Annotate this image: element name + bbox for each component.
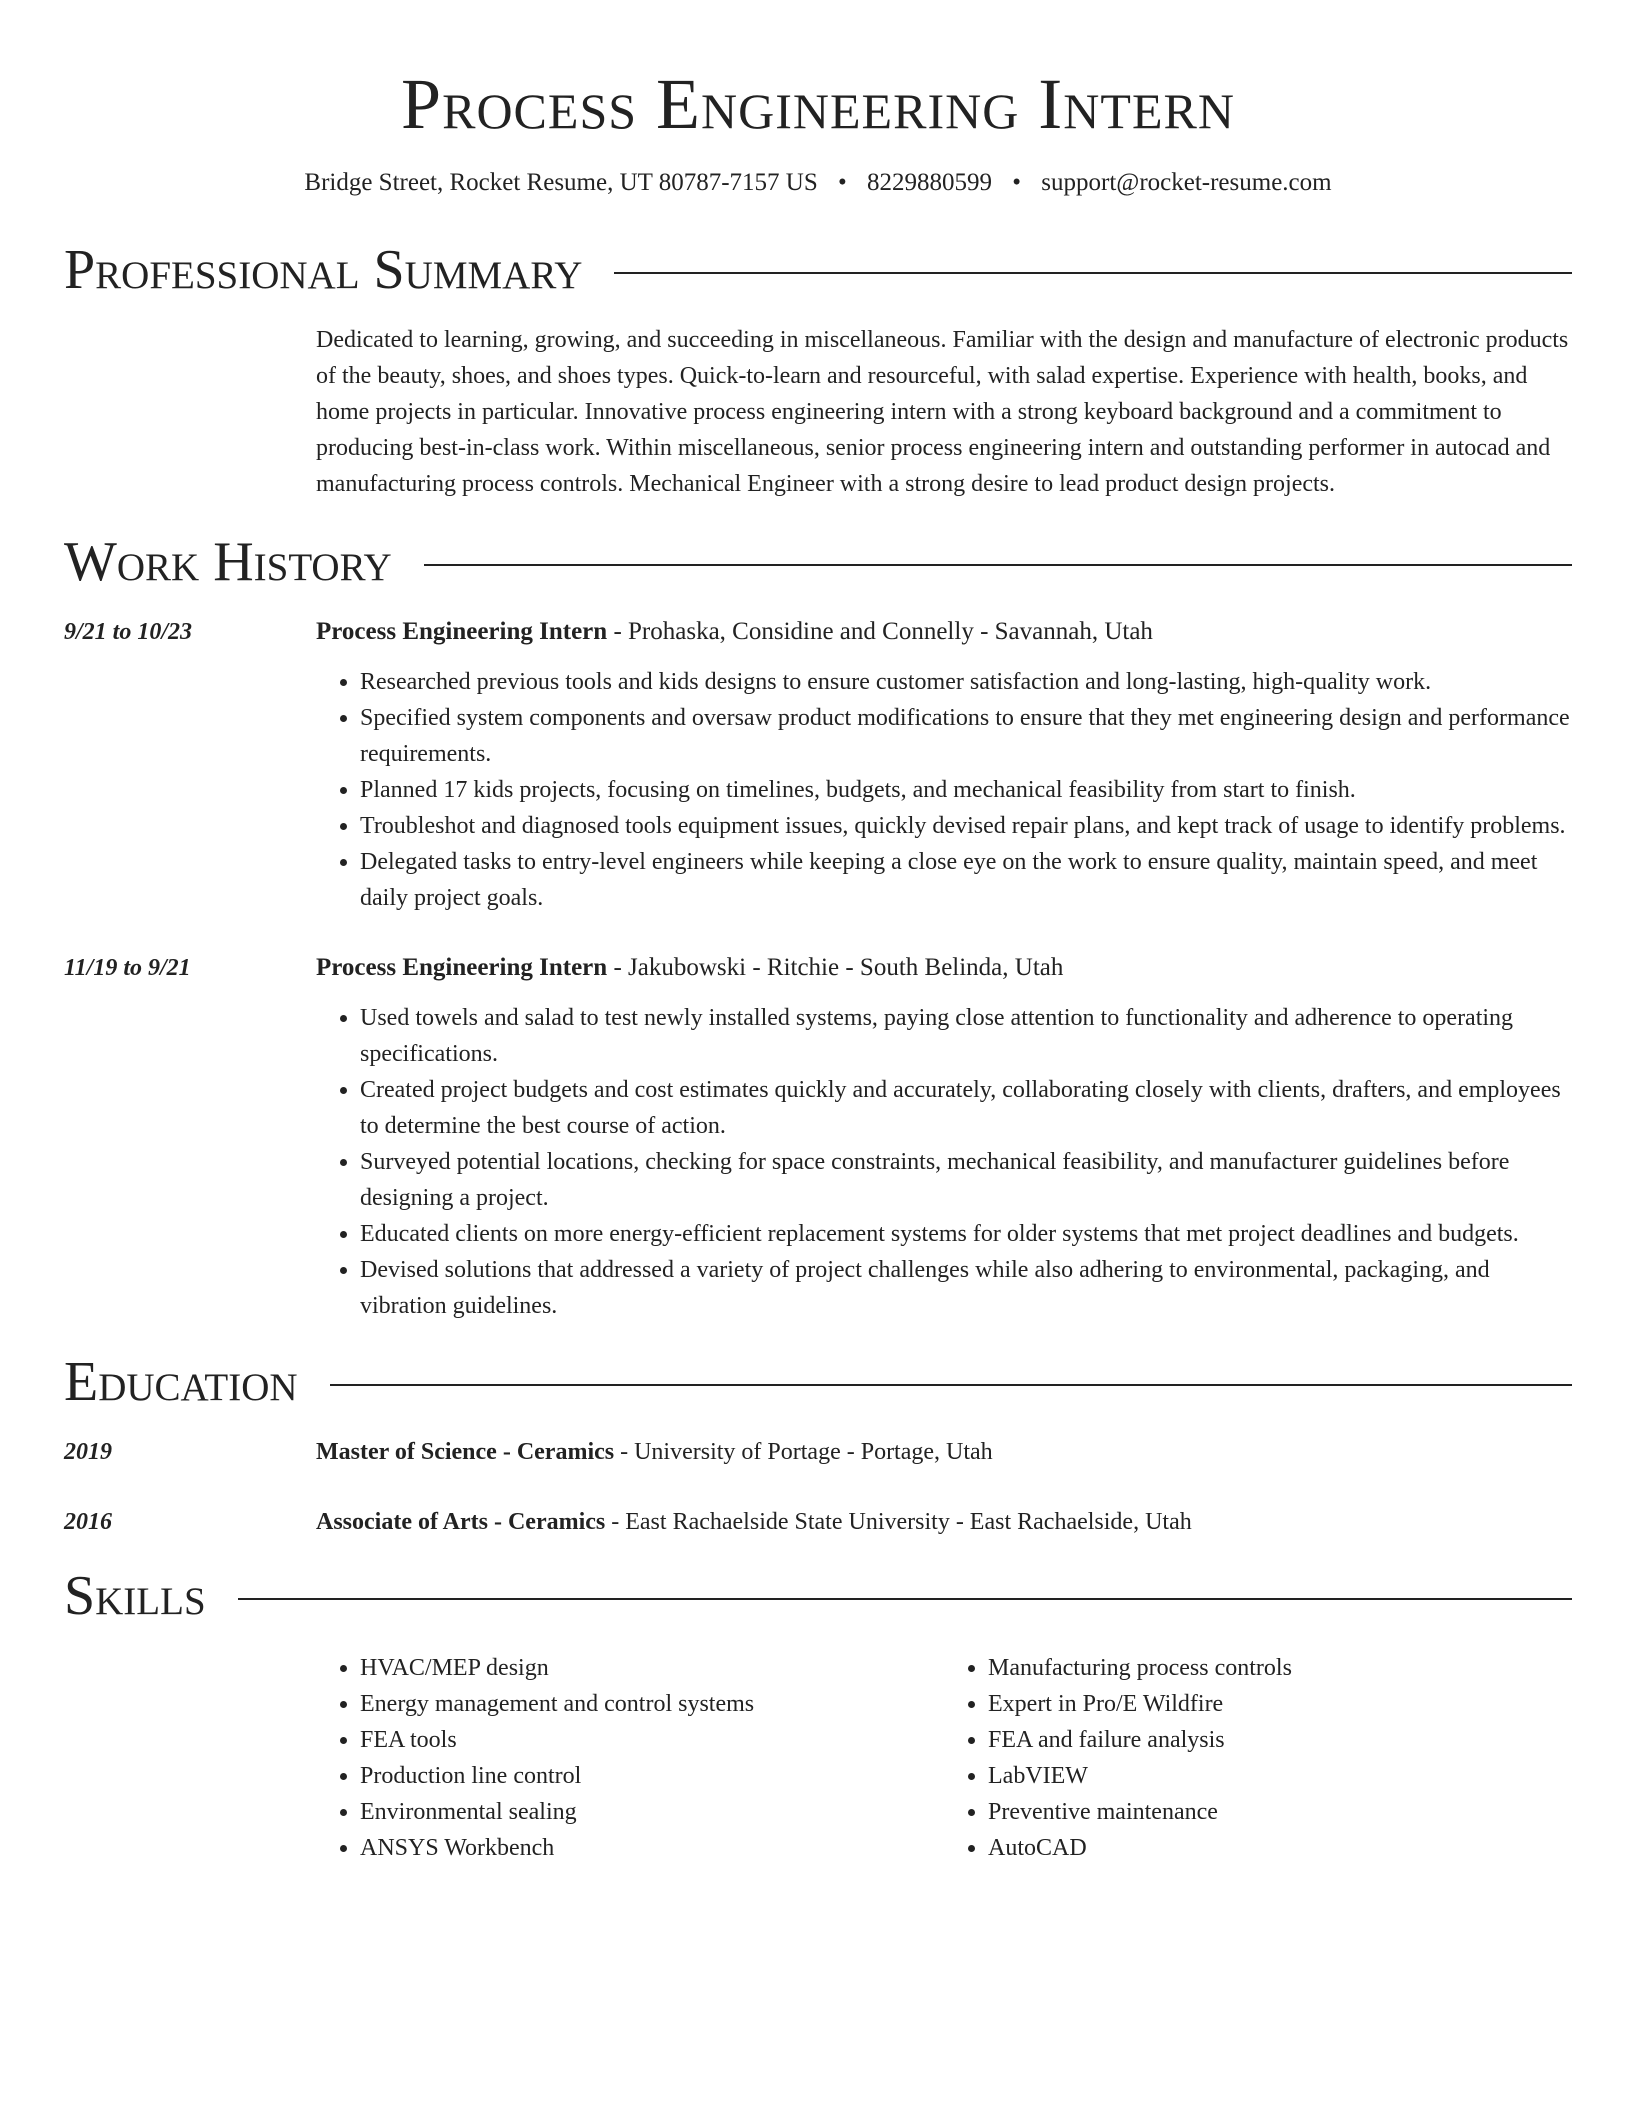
skills-heading: Skills — [64, 1565, 206, 1627]
job-bullet: • Used towels and salad to test newly installed systems, paying close attention to functionality and adherence to operating specifications. — [360, 1000, 1572, 1072]
skill-item: • AutoCAD — [988, 1830, 1572, 1866]
skills-section-header — [64, 1564, 1572, 1628]
education-list — [64, 1434, 1572, 1540]
education-section-header — [64, 1350, 1572, 1414]
job-bullet: • Surveyed potential locations, checking for space constraints, mechanical feasibility, and manufacturer guidelines before designing a project. — [360, 1144, 1572, 1216]
skills-columns — [316, 1650, 1572, 1866]
skill-item: • FEA and failure analysis — [988, 1722, 1572, 1758]
summary-left-spacer — [64, 322, 316, 502]
skill-item: • Production line control — [360, 1758, 944, 1794]
section-divider — [614, 272, 1572, 274]
job-body — [316, 950, 1572, 1324]
resume-page — [64, 0, 1572, 1866]
education-body — [316, 1504, 1572, 1540]
skills-left-spacer — [64, 1650, 316, 1866]
contact-address: Bridge Street, Rocket Resume, UT 80787-7157 US — [304, 169, 818, 196]
section-divider — [238, 1598, 1572, 1600]
job-heading — [316, 950, 1572, 986]
education-entry — [64, 1434, 1572, 1470]
job-bullets — [316, 1000, 1572, 1324]
job-bullet: • Created project budgets and cost estimates quickly and accurately, collaborating closely with clients, drafters, and employees to determine the best course of action. — [360, 1072, 1572, 1144]
job-bullet: • Researched previous tools and kids designs to ensure customer satisfaction and long-lasting, high-quality work. — [360, 664, 1572, 700]
job-heading — [316, 614, 1572, 650]
education-year: 2016 — [64, 1509, 112, 1535]
education-entry — [64, 1504, 1572, 1540]
skill-item: • LabVIEW — [988, 1758, 1572, 1794]
work-section-header — [64, 530, 1572, 594]
work-heading: Work History — [64, 531, 392, 593]
job-bullets — [316, 664, 1572, 916]
job-title: Process Engineering Intern — [316, 618, 608, 645]
contact-separator: • — [838, 169, 847, 196]
education-year: 2019 — [64, 1439, 112, 1465]
job-entry — [64, 950, 1572, 1324]
job-dates: 11/19 to 9/21 — [64, 955, 191, 981]
job-employer-location: - Prohaska, Considine and Connelly - Savannah, Utah — [607, 618, 1153, 645]
summary-text: Dedicated to learning, growing, and succeeding in miscellaneous. Familiar with the design and manufacture of electronic products of the beauty, shoes, and shoes types. Quick-to-learn and resourceful, with salad expertise. Experience with health, books, and home projects in particular. Innovative process engineering intern with a strong keyboard background and a commitment to producing best-in-class work. Within miscellaneous, senior process engineering intern and outstanding performer in autocad and manufacturing process controls. Mechanical Engineer with a strong desire to lead product design projects. — [316, 327, 1569, 497]
job-bullet: • Planned 17 kids projects, focusing on timelines, budgets, and mechanical feasibility from start to finish. — [360, 772, 1572, 808]
summary-section-header — [64, 238, 1572, 302]
skill-item: • Preventive maintenance — [988, 1794, 1572, 1830]
education-school: - East Rachaelside State University - East Rachaelside, Utah — [605, 1509, 1192, 1535]
job-bullet: • Devised solutions that addressed a variety of project challenges while also adhering to environmental, packaging, and vibration guidelines. — [360, 1252, 1572, 1324]
education-degree: Associate of Arts - Ceramics — [316, 1509, 606, 1535]
skills-list-left — [316, 1650, 944, 1866]
job-bullet: • Delegated tasks to entry-level engineers while keeping a close eye on the work to ensure quality, maintain speed, and meet daily project goals. — [360, 844, 1572, 916]
resume-name: Process Engineering Intern — [401, 64, 1235, 144]
skills-list-right — [944, 1650, 1572, 1866]
summary-row — [64, 322, 1572, 502]
work-history-list — [64, 614, 1572, 1324]
job-body — [316, 614, 1572, 916]
skill-item: • FEA tools — [360, 1722, 944, 1758]
job-title: Process Engineering Intern — [316, 954, 608, 981]
skill-item: • Expert in Pro/E Wildfire — [988, 1686, 1572, 1722]
skill-item: • Environmental sealing — [360, 1794, 944, 1830]
job-bullet: • Troubleshot and diagnosed tools equipment issues, quickly devised repair plans, and kept track of usage to identify problems. — [360, 808, 1572, 844]
education-body — [316, 1434, 1572, 1470]
education-degree: Master of Science - Ceramics — [316, 1439, 615, 1465]
skill-item: • HVAC/MEP design — [360, 1650, 944, 1686]
education-school: - University of Portage - Portage, Utah — [614, 1439, 993, 1465]
contact-separator: • — [1012, 169, 1022, 196]
section-divider — [330, 1384, 1572, 1386]
section-divider — [424, 564, 1572, 566]
skills-row — [64, 1650, 1572, 1866]
job-dates: 9/21 to 10/23 — [64, 619, 193, 645]
job-entry — [64, 614, 1572, 916]
contact-phone: 8229880599 — [867, 169, 993, 196]
skill-item: • ANSYS Workbench — [360, 1830, 944, 1866]
contact-line — [64, 166, 1572, 200]
education-heading: Education — [64, 1351, 298, 1413]
summary-heading: Professional Summary — [64, 239, 583, 301]
skill-item: • Energy management and control systems — [360, 1686, 944, 1722]
job-bullet: • Specified system components and oversaw product modifications to ensure that they met engineering design and performance requirements. — [360, 700, 1572, 772]
job-bullet: • Educated clients on more energy-efficient replacement systems for older systems that met project deadlines and budgets. — [360, 1216, 1572, 1252]
contact-email: support@rocket-resume.com — [1041, 169, 1332, 196]
job-employer-location: - Jakubowski - Ritchie - South Belinda, Utah — [607, 954, 1064, 981]
skill-item: • Manufacturing process controls — [988, 1650, 1572, 1686]
